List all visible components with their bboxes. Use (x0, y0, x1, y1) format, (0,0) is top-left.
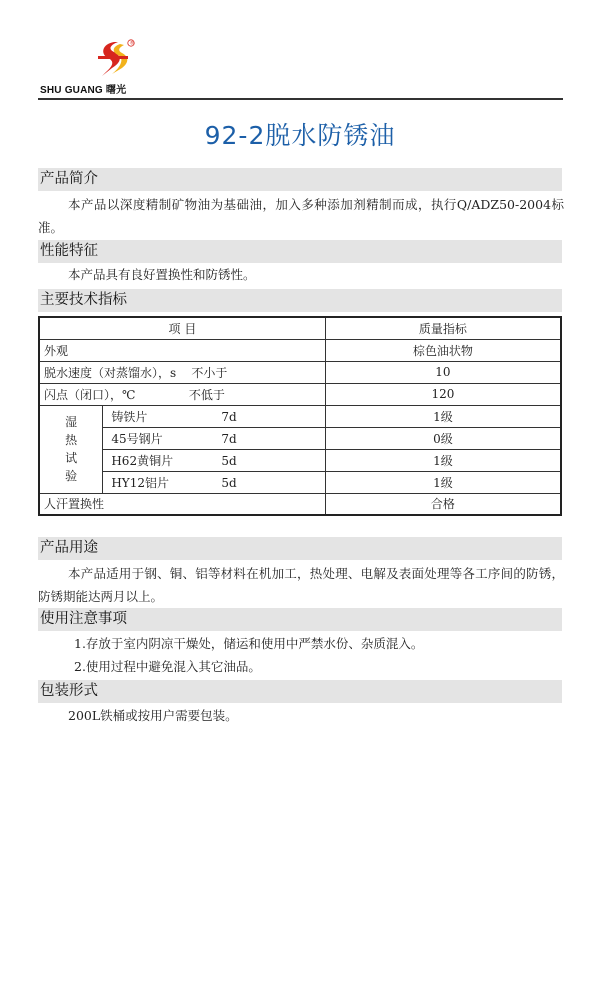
humid-label-char: 试 (65, 451, 78, 465)
row-value: 0级 (325, 427, 561, 449)
page-title: 92-2脱水防锈油 (204, 121, 396, 150)
table-row (39, 339, 561, 361)
section-heading-specs: 主要技术指标 (38, 289, 562, 312)
table-row (39, 493, 561, 515)
table-row (39, 471, 561, 493)
humid-item-name: 45号钢片 (111, 431, 163, 446)
humid-item-time: 7d (221, 409, 237, 424)
row-item: 闪点（闭口），℃ 不低于 (39, 383, 325, 405)
intro-text: 本产品以深度精制矿物油为基础油，加入多种添加剂精制而成，执行Q/ADZ50-2004标准。 (38, 197, 564, 235)
row-value: 120 (325, 383, 561, 405)
features-text: 本产品具有良好置换性和防锈性。 (68, 267, 256, 282)
humid-item (103, 405, 326, 427)
row-item: 人汗置换性 (39, 493, 325, 515)
humid-test-label (39, 405, 103, 493)
table-row (39, 405, 561, 427)
row-value: 合格 (325, 493, 561, 515)
humid-item (103, 449, 326, 471)
humid-label-char: 热 (65, 433, 78, 447)
humid-item-time: 5d (221, 475, 237, 490)
table-row (39, 383, 561, 405)
humid-item-name: HY12铝片 (111, 475, 170, 490)
row-value: 1级 (325, 449, 561, 471)
header-item: 项 目 (39, 317, 325, 339)
table-row (39, 361, 561, 383)
spec-table (38, 316, 562, 516)
table-header-row (39, 317, 561, 339)
brand-name (40, 81, 126, 96)
shuguang-logo-icon (92, 38, 136, 80)
row-item: 脱水速度（对蒸馏水），s 不小于 (39, 361, 325, 383)
header-value: 质量指标 (325, 317, 561, 339)
humid-item-time: 5d (221, 453, 237, 468)
row-value: 棕色油状物 (325, 339, 561, 361)
brand-name-cn: 曙光 (105, 85, 127, 96)
notes-item: 2.使用过程中避免混入其它油品。 (74, 659, 261, 674)
notes-item: 1.存放于室内阴凉干燥处，储运和使用中严禁水份、杂质混入。 (74, 636, 424, 651)
humid-item-name: 铸铁片 (111, 409, 148, 424)
section-heading-intro: 产品简介 (38, 168, 562, 191)
table-row (39, 427, 561, 449)
humid-item (103, 427, 326, 449)
brand-name-en: SHU GUANG (40, 85, 103, 96)
brand-logo (40, 38, 140, 96)
humid-item (103, 471, 326, 493)
row-value: 1级 (325, 405, 561, 427)
registered-mark: ® (129, 41, 135, 47)
section-heading-usage: 产品用途 (38, 537, 562, 560)
humid-label-char: 验 (65, 469, 78, 483)
row-value: 1级 (325, 471, 561, 493)
humid-item-time: 7d (221, 431, 237, 446)
humid-item-name: H62黄铜片 (111, 453, 174, 468)
header-divider (38, 98, 563, 100)
section-heading-notes: 使用注意事项 (38, 608, 562, 631)
table-row (39, 449, 561, 471)
packaging-text: 200L铁桶或按用户需要包装。 (68, 708, 238, 723)
section-heading-features: 性能特征 (38, 240, 562, 263)
section-heading-packaging: 包装形式 (38, 680, 562, 703)
humid-label-char: 湿 (65, 415, 78, 429)
row-item: 外观 (39, 339, 325, 361)
usage-text: 本产品适用于钢、铜、铝等材料在机加工，热处理、电解及表面处理等各工序间的防锈，防锈期能达两月以上。 (38, 566, 564, 604)
row-value: 10 (325, 361, 561, 383)
